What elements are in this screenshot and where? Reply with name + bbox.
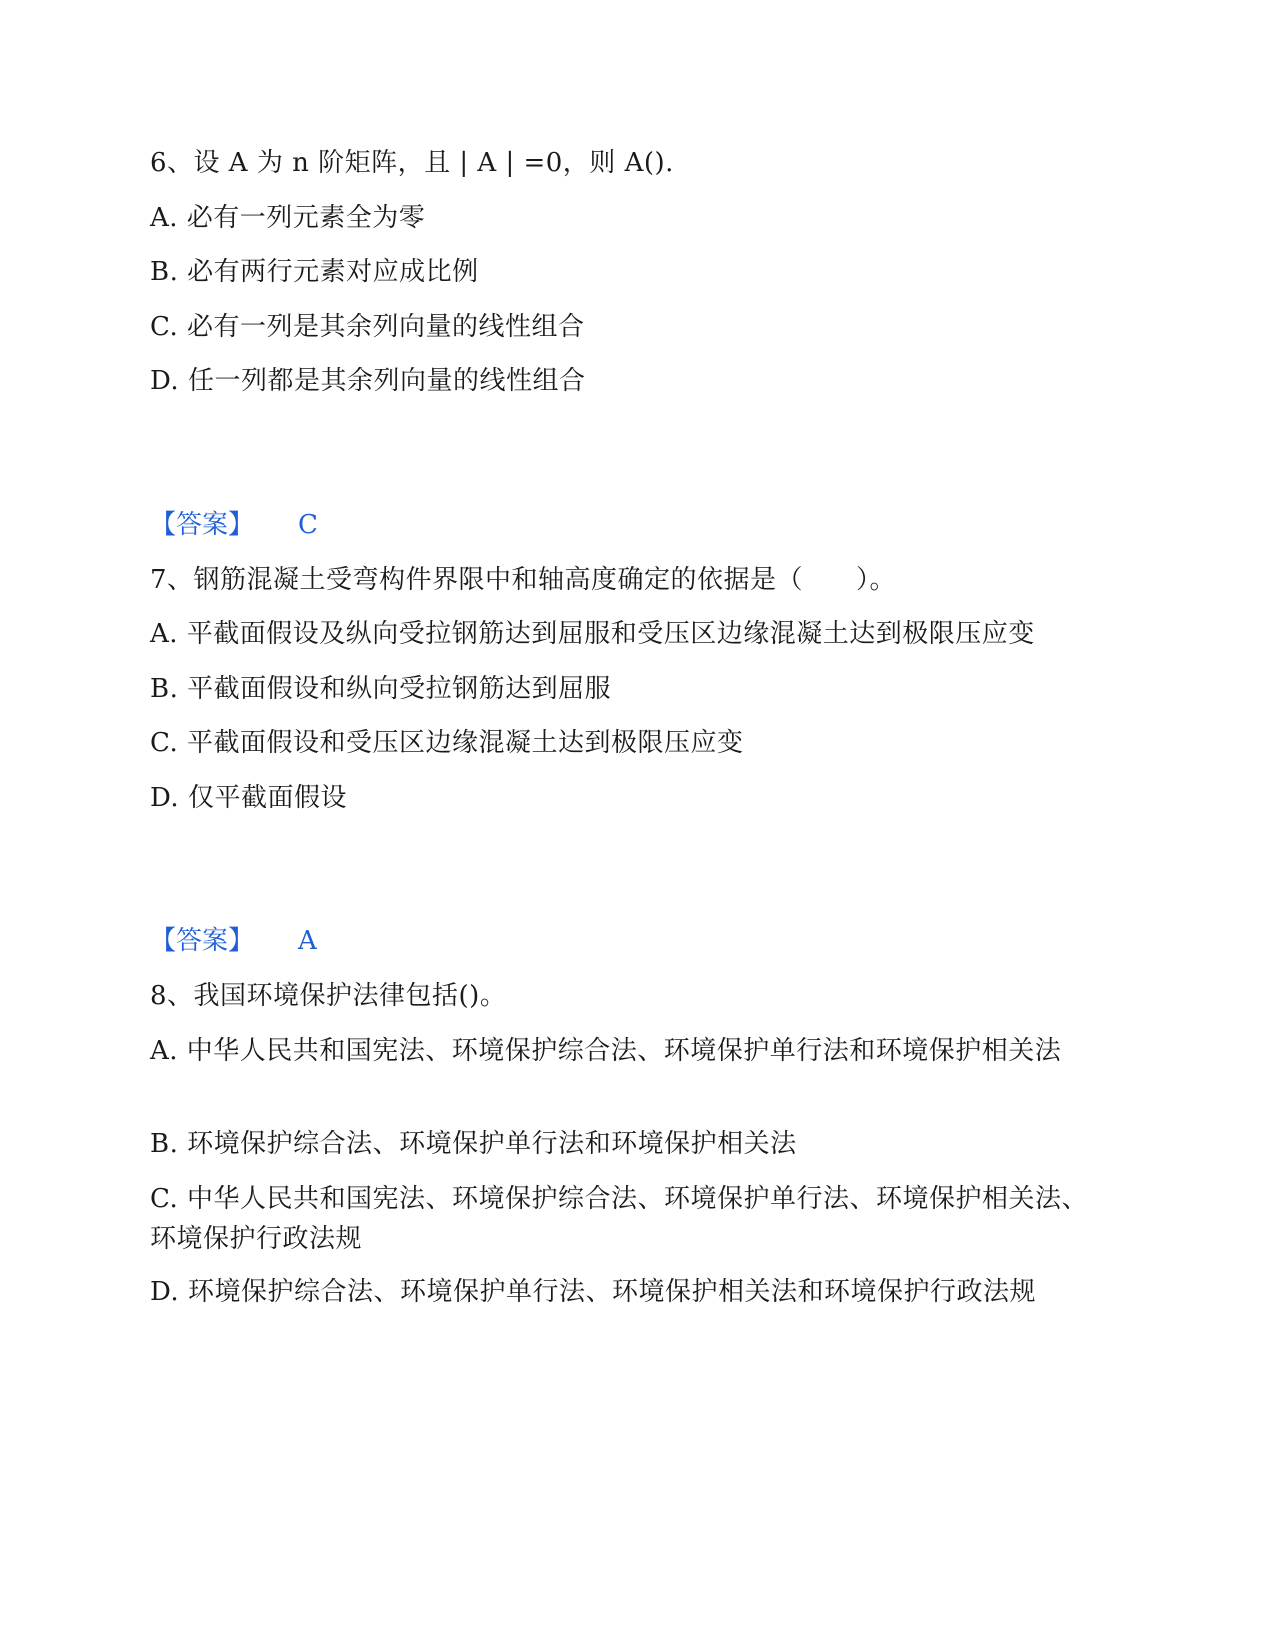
question-6-option-d: D. 任一列都是其余列向量的线性组合 <box>150 366 586 396</box>
question-7-option-b: B. 平截面假设和纵向受拉钢筋达到屈服 <box>150 674 612 704</box>
question-6-option-a: A. 必有一列元素全为零 <box>150 203 426 233</box>
answer-label: 【答案】 <box>150 510 255 540</box>
question-7-answer <box>150 921 317 961</box>
question-7-stem: 7、钢筋混凝土受弯构件界限中和轴高度确定的依据是（ ）。 <box>150 565 897 595</box>
question-8-option-b: B. 环境保护综合法、环境保护单行法和环境保护相关法 <box>150 1129 797 1159</box>
question-7-option-d: D. 仅平截面假设 <box>150 783 347 813</box>
question-8-stem: 8、我国环境保护法律包括()。 <box>150 981 507 1011</box>
question-8-option-c: C. 中华人民共和国宪法、环境保护综合法、环境保护单行法、环境保护相关法、环境保护行政法规 <box>150 1184 1088 1254</box>
question-8-option-d: D. 环境保护综合法、环境保护单行法、环境保护相关法和环境保护行政法规 <box>150 1277 1036 1307</box>
answer-label: 【答案】 <box>150 926 255 956</box>
question-6-answer <box>150 505 318 545</box>
question-6-option-b: B. 必有两行元素对应成比例 <box>150 257 479 287</box>
answer-value: A <box>298 926 317 956</box>
answer-value: C <box>298 510 318 540</box>
question-6-stem: 6、设 A 为 n 阶矩阵，且 | A | =0，则 A(). <box>150 148 674 178</box>
question-8-option-a: A. 中华人民共和国宪法、环境保护综合法、环境保护单行法和环境保护相关法 <box>150 1036 1062 1066</box>
question-6-option-c: C. 必有一列是其余列向量的线性组合 <box>150 312 585 342</box>
question-7-option-c: C. 平截面假设和受压区边缘混凝土达到极限压应变 <box>150 728 744 758</box>
question-7-option-a: A. 平截面假设及纵向受拉钢筋达到屈服和受压区边缘混凝土达到极限压应变 <box>150 619 1035 649</box>
